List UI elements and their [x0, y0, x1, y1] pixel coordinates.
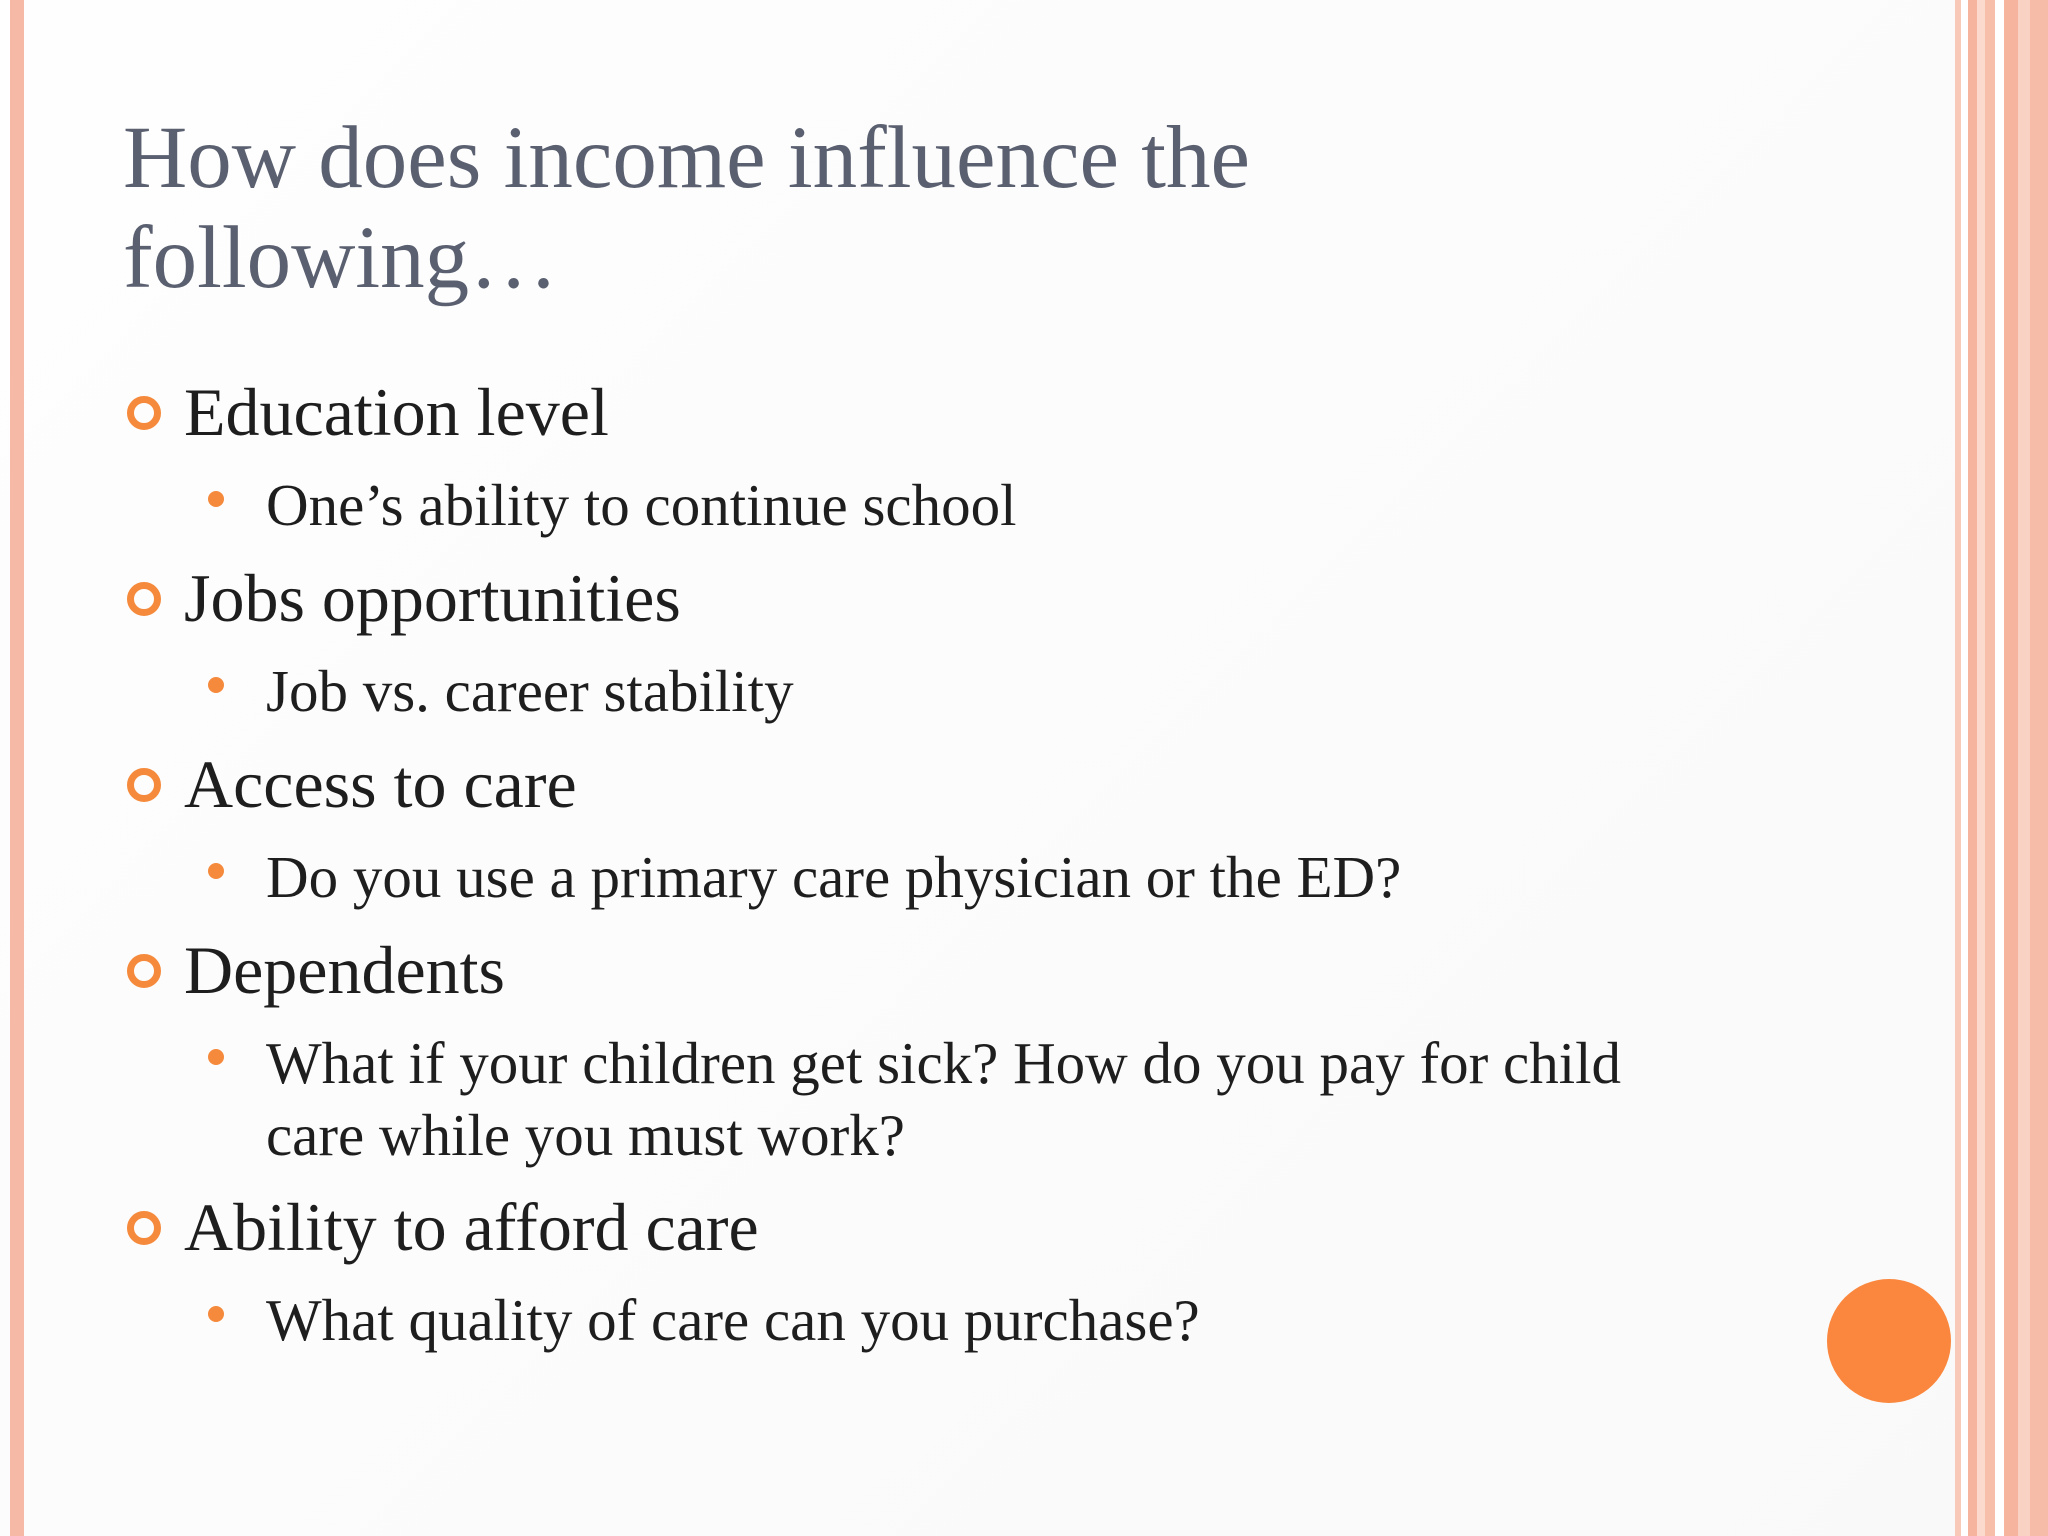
- right-border-stripe: [1985, 0, 1995, 1536]
- right-border-stripe: [2018, 0, 2030, 1536]
- sub-bullet-text: Do you use a primary care physician or the ED?: [266, 844, 1402, 910]
- ring-bullet-icon: [127, 768, 161, 802]
- right-border-stripe: [1977, 0, 1985, 1536]
- sub-bullet-text: Job vs. career stability: [266, 658, 794, 724]
- dot-bullet-icon: [208, 491, 224, 507]
- ring-bullet-icon: [127, 582, 161, 616]
- dot-bullet-icon: [208, 863, 224, 879]
- bullet-label: Jobs opportunities: [184, 560, 681, 636]
- sub-bullet-text: One’s ability to continue school: [266, 472, 1017, 538]
- sub-bullet-text: What quality of care can you purchase?: [266, 1287, 1200, 1353]
- ring-bullet-icon: [127, 396, 161, 430]
- dot-bullet-icon: [208, 1306, 224, 1322]
- dot-bullet-icon: [208, 677, 224, 693]
- right-border-stripe: [2004, 0, 2018, 1536]
- right-border-stripe: [1961, 0, 1968, 1536]
- dot-bullet-icon: [208, 1049, 224, 1065]
- ring-bullet-icon: [127, 1211, 161, 1245]
- bullet-label: Access to care: [184, 746, 577, 822]
- right-border-stripe: [1968, 0, 1977, 1536]
- right-border-stripe: [2030, 0, 2048, 1536]
- left-border-stripe: [10, 0, 24, 1536]
- ring-bullet-icon: [127, 954, 161, 988]
- right-border-stripe: [1995, 0, 2004, 1536]
- bullet-label: Dependents: [184, 932, 506, 1008]
- sub-bullet-text: What if your children get sick? How do you pay for child care while you must work?: [266, 1030, 1621, 1168]
- decorative-circle: [1827, 1279, 1951, 1403]
- bullet-label: Education level: [184, 374, 609, 450]
- slide-title: How does income influence the following…: [123, 109, 1250, 307]
- bullet-label: Ability to afford care: [184, 1189, 759, 1265]
